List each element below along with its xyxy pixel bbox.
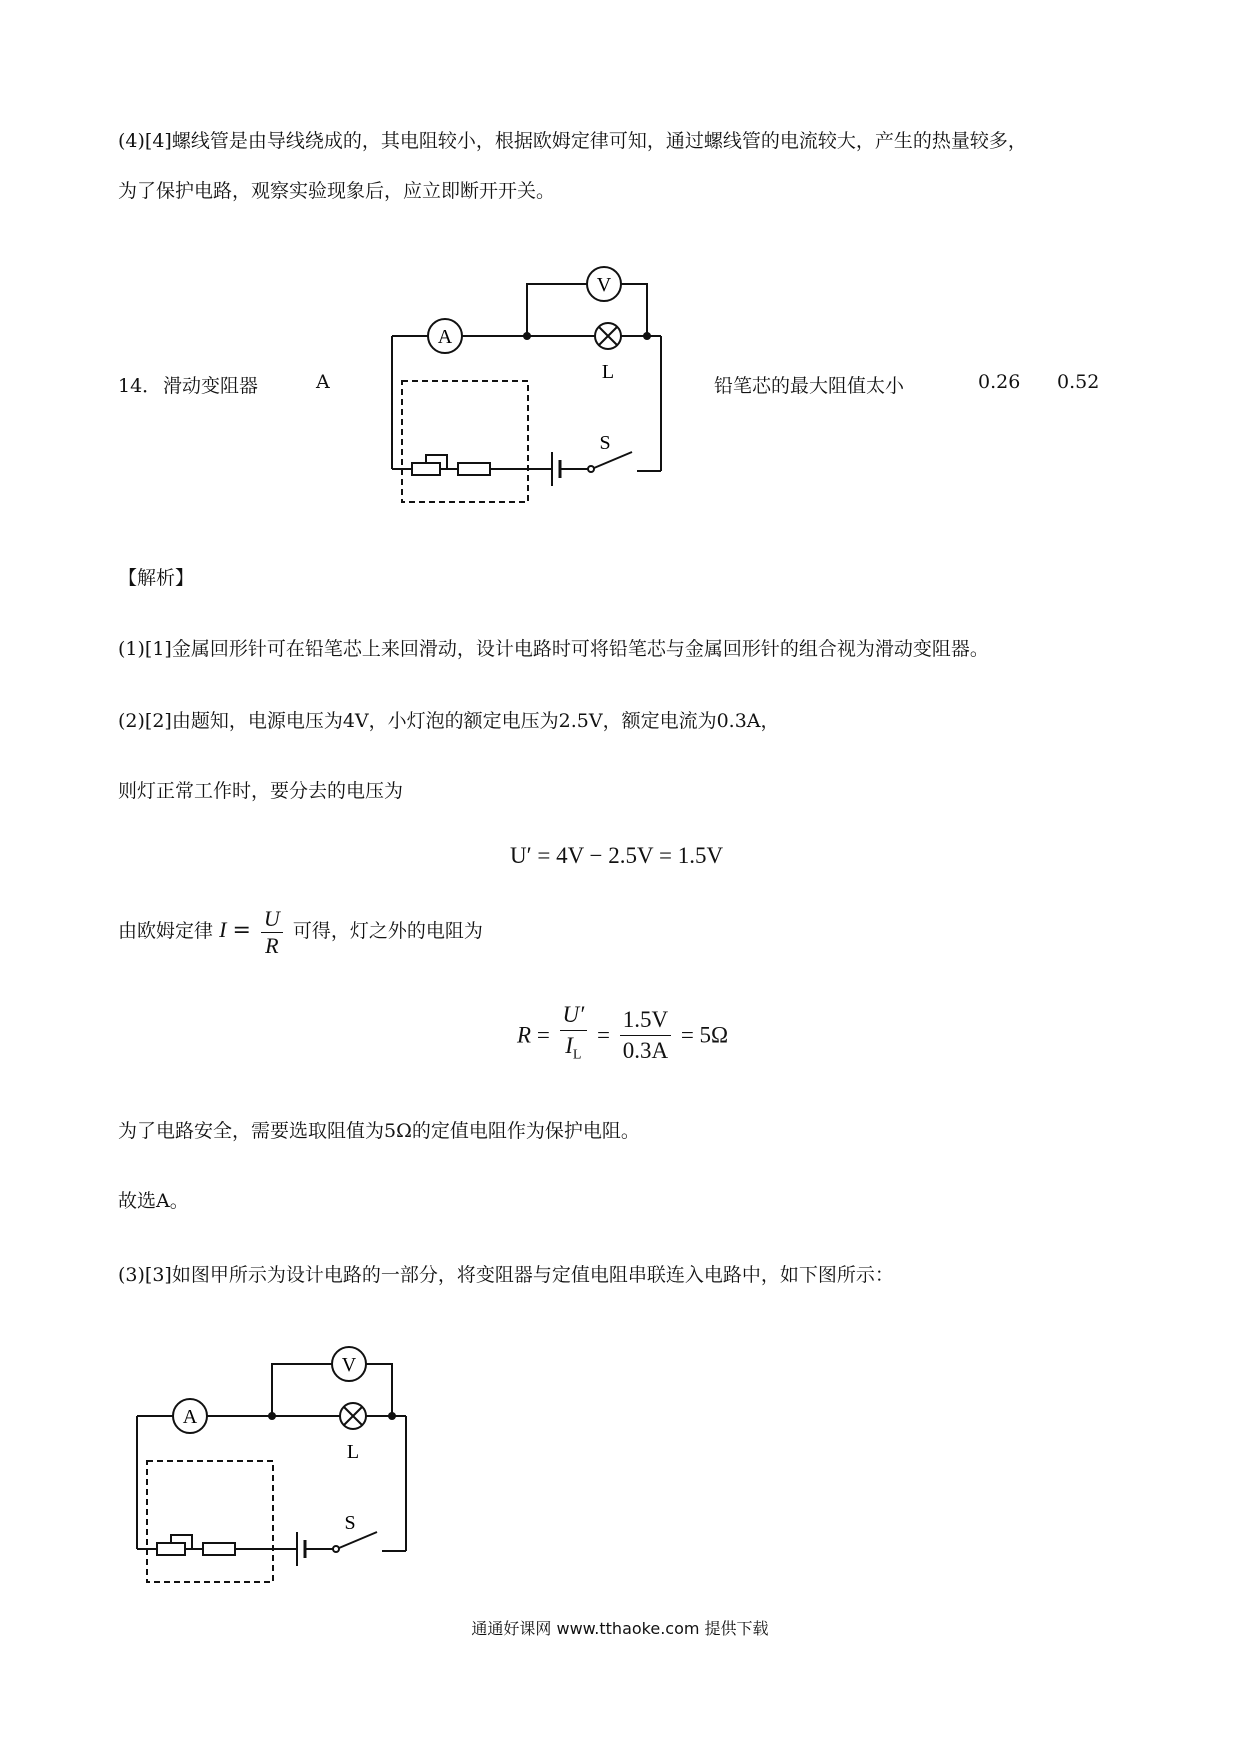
analysis-p1: (1)[1]金属回形针可在铅笔芯上来回滑动，设计电路时可将铅笔芯与金属回形针的组合视为滑动变阻器。 bbox=[118, 638, 989, 660]
switch-label-2: S bbox=[344, 1512, 356, 1534]
circuit-diagram-2 bbox=[125, 1340, 425, 1600]
voltmeter-label-2: V bbox=[341, 1354, 357, 1376]
lamp-label-2: L bbox=[346, 1441, 360, 1463]
para4-line2: 为了保护电路，观察实验现象后，应立即断开开关。 bbox=[118, 180, 556, 202]
analysis-p4: 由欧姆定律 I = $\frac{U}{R}$ 可得，灯之外的电阻为 bbox=[118, 905, 483, 958]
analysis-p3: 则灯正常工作时，要分去的电压为 bbox=[118, 780, 404, 802]
analysis-p6: 故选A。 bbox=[118, 1190, 189, 1212]
analysis-heading: 【解析】 bbox=[118, 567, 195, 589]
analysis-p7: (3)[3]如图甲所示为设计电路的一部分，将变阻器与定值电阻串联连入电路中，如下图所示： bbox=[118, 1264, 894, 1286]
voltmeter-label: V bbox=[596, 274, 612, 296]
ohm-law-fraction: $\frac{U}{R}$ bbox=[261, 906, 283, 959]
q14-number: 14． bbox=[118, 375, 162, 397]
q14-answer-2: A bbox=[316, 371, 330, 393]
q14-answer-5: 0.26 bbox=[978, 371, 1021, 393]
analysis-p2: (2)[2]由题知，电源电压为4V，小灯泡的额定电压为2.5V，额定电流为0.3A， bbox=[118, 710, 780, 732]
eq2-fraction-1: $\frac{U'}{I_L}$ bbox=[560, 1000, 588, 1071]
equation-2: R = $\frac{U'}{I_L}$ = $\frac{1.5V}{0.3A}$ = 5Ω bbox=[517, 1000, 728, 1071]
q14-answer-4: 铅笔芯的最大阻值太小 bbox=[714, 375, 905, 397]
ammeter-label: A bbox=[437, 326, 453, 348]
equation-1: U′ = 4V − 2.5V = 1.5V bbox=[510, 843, 724, 868]
eq2-fraction-2: $\frac{1.5V}{0.3A}$ bbox=[620, 1005, 671, 1066]
circuit-diagram-1 bbox=[380, 260, 680, 520]
q14-answer-6: 0.52 bbox=[1057, 371, 1100, 393]
page-footer: 通通好课网 www.tthaoke.com 提供下载 bbox=[471, 1619, 769, 1638]
ammeter-label-2: A bbox=[182, 1406, 198, 1428]
q14-answer-1: 滑动变阻器 bbox=[163, 375, 259, 397]
lamp-label: L bbox=[601, 361, 615, 383]
analysis-p5: 为了电路安全，需要选取阻值为5Ω的定值电阻作为保护电阻。 bbox=[118, 1120, 640, 1142]
switch-label: S bbox=[599, 432, 611, 454]
para4-line1: (4)[4]螺线管是由导线绕成的，其电阻较小，根据欧姆定律可知，通过螺线管的电流较大，产生的热量较多， bbox=[118, 130, 1027, 152]
